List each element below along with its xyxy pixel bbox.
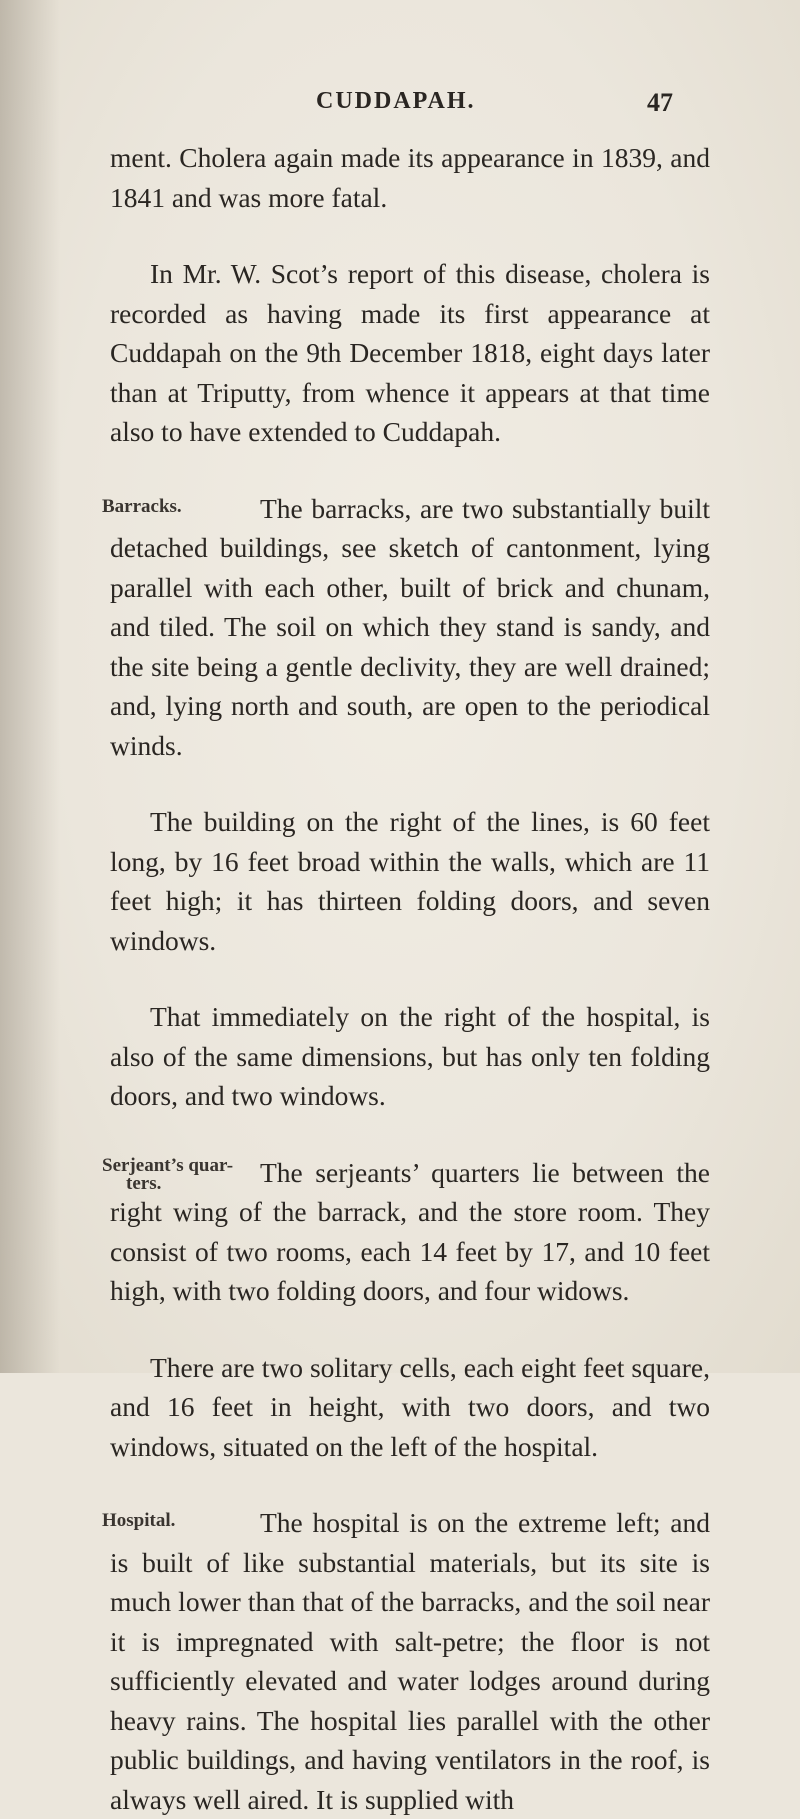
paragraph-barracks: The barracks, are two substantially built detached buildings, see sketch of cantonment, lying parallel with each other, built of brick and chunam, and tiled. The soil on which they stand is sandy, and the site being a gentle declivity, they are well drained; and, lying north and south, are open to the periodical winds. — [110, 492, 710, 761]
paragraph-solitary-cells: There are two solitary cells, each eight feet square, and 16 feet in height, with two doors, and two windows, situated on the left of the hospital. — [110, 1351, 710, 1462]
paragraph-right-building: The building on the right of the lines, is 60 feet long, by 16 feet broad within the walls, which are 11 feet high; it has thirteen folding doors, and seven windows. — [110, 806, 710, 956]
page-number: 47 — [647, 88, 673, 117]
section-barracks — [102, 489, 710, 766]
paragraph-serjeants-quarters: The serjeants’ quarters lie between the right wing of the barrack, and the store room. They consist of two rooms, each 14 feet by 17, and 10 feet high, with two folding doors, and four widows. — [110, 1156, 710, 1306]
page-header — [0, 88, 800, 128]
paragraph-right-of-hospital: That immediately on the right of the hospital, is also of the same dimensions, but has only ten folding doors, and two windows. — [110, 1001, 710, 1111]
section-hospital — [102, 1503, 710, 1819]
marginal-note-hospital: Hospital. — [102, 1510, 176, 1531]
running-head: CUDDAPAH. — [316, 88, 476, 114]
binding-shadow — [0, 0, 60, 1373]
marginal-note-barracks: Barracks. — [102, 495, 182, 517]
section-serjeants-quarters — [102, 1153, 710, 1311]
body-text — [102, 138, 710, 1819]
paragraph-scot-report: In Mr. W. Scot’s report of this disease, cholera is recorded as having made its first appearance at Cuddapah on the 9th December 1818, eight days later than at Triputty, from whence it appears at that time also to have extended to Cuddapah. — [110, 258, 710, 447]
marginal-note-line-1: Serjeant’s quar- — [102, 1154, 234, 1176]
marginal-note-line-2: ters. — [126, 1172, 162, 1194]
paragraph-cholera-continued: ment. Cholera again made its appearance in 1839, and 1841 and was more fatal. — [110, 142, 710, 213]
paragraph-hospital: The hospital is on the extreme left; and is built of like substantial materials, but its site is much lower than that of the barracks, and the soil near it is impregnated with salt-petre; the floor is not sufficiently elevated and water lodges around during heavy rains. The hospital lies parallel with the other public buildings, and having ventilators in the roof, is always well aired. It is supplied with — [110, 1507, 710, 1815]
